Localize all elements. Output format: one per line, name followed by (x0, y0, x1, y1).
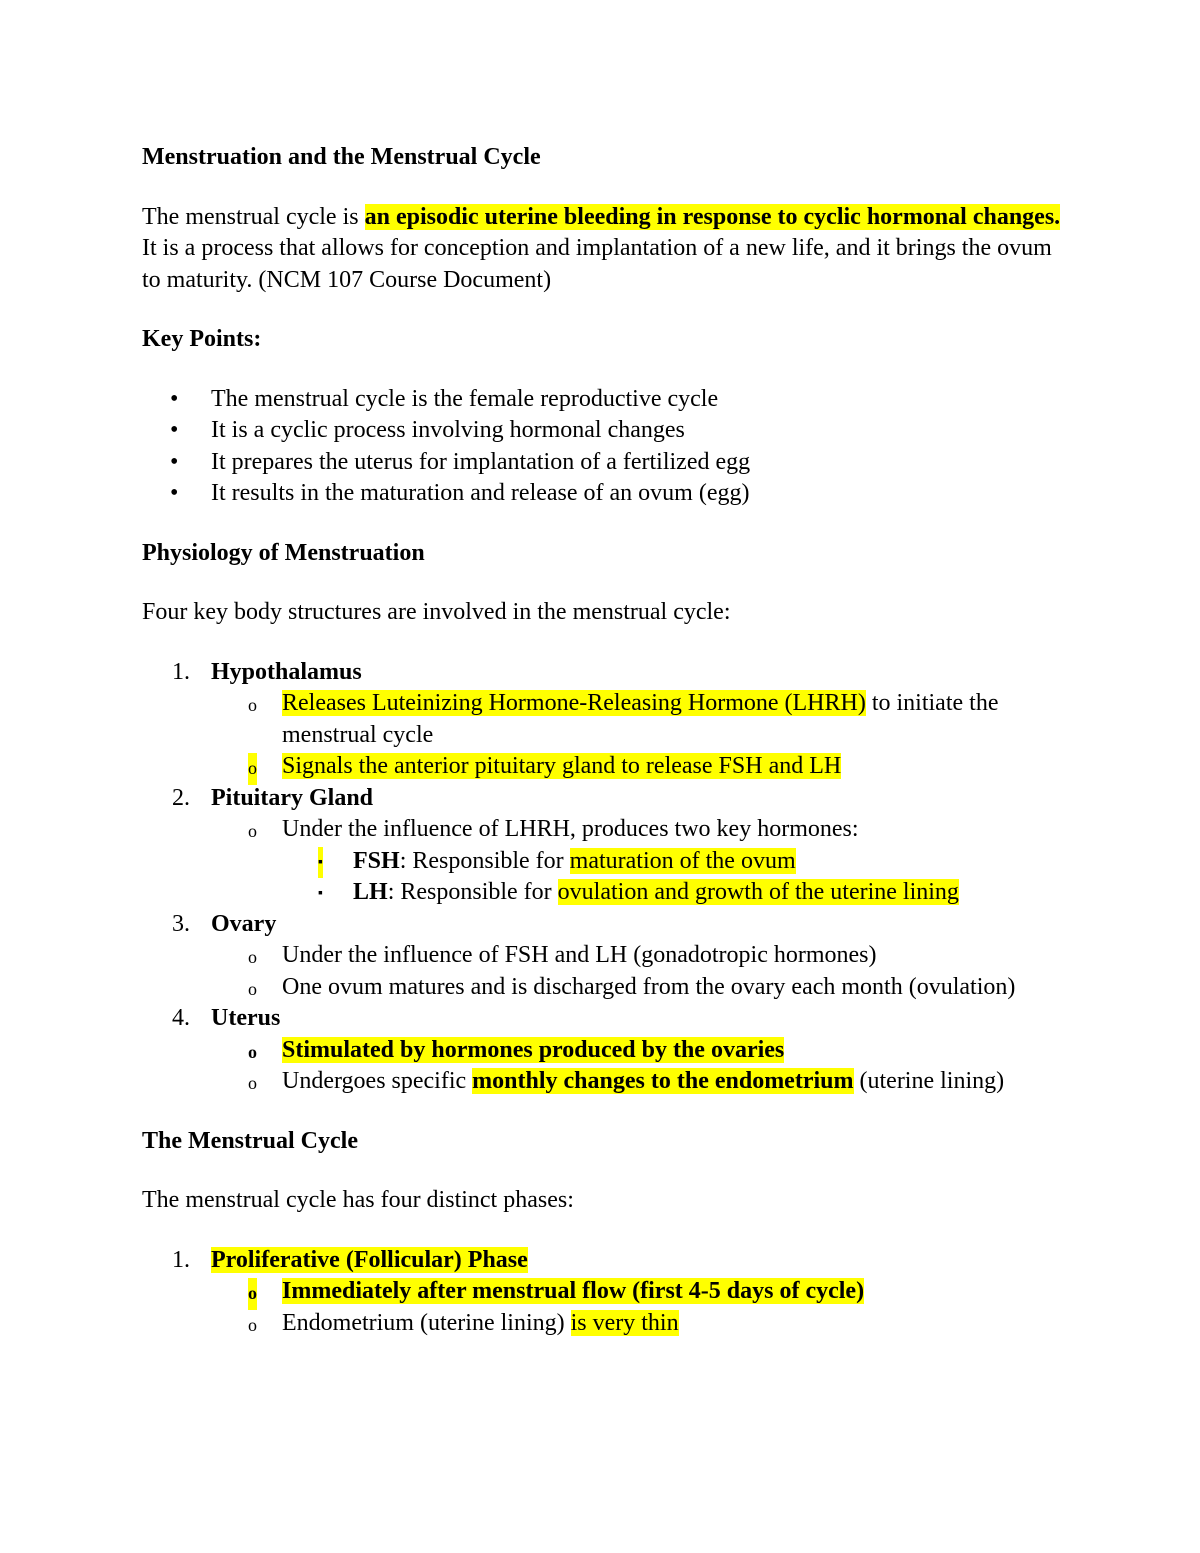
structure-ovary (142, 909, 1072, 1004)
list-item: o Immediately after menstrual flow (first 4-5 days of cycle) (211, 1276, 1072, 1308)
key-points-heading: Key Points: (142, 326, 262, 352)
structure-uterus (142, 1003, 1072, 1098)
circle-bullet-icon: o (248, 1041, 257, 1062)
list-item: o Stimulated by hormones produced by the ovaries (211, 1035, 1072, 1067)
document-title: Menstruation and the Menstrual Cycle (142, 144, 541, 170)
intro-rest: It is a process that allows for conception and implantation of a new life, and it brings the ovum to maturity. (NCM 107 Course Document) (142, 235, 1052, 293)
structures-list (142, 657, 1072, 1098)
list-number: 3. (172, 910, 190, 937)
list-item: ▪ LH: Responsible for ovulation and growth of the uterine lining (282, 877, 1072, 909)
list-item: • It is a cyclic process involving hormonal changes (142, 415, 1072, 447)
intro-paragraph (142, 202, 1072, 297)
circle-bullet-icon: o (248, 695, 257, 715)
square-bullet-icon: ▪ (318, 886, 323, 901)
intro-lead: The menstrual cycle is (142, 203, 365, 230)
structure-name: Ovary (211, 910, 277, 937)
physiology-intro: Four key body structures are involved in the menstrual cycle: (142, 599, 731, 625)
circle-bullet-icon: o (248, 1314, 257, 1335)
document-page (142, 142, 1072, 1339)
bullet-icon: • (170, 385, 179, 412)
bullet-icon: • (170, 448, 179, 475)
list-number: 1. (172, 658, 190, 685)
list-number: 2. (172, 784, 190, 811)
key-points-list (142, 384, 1072, 510)
list-item: o Under the influence of LHRH, produces two key hormones: ▪ FSH: Responsible for maturation of the ovum ▪ LH: Responsible for ovulation and growth of the uterine lining (211, 814, 1072, 909)
list-item: ▪ FSH: Responsible for maturation of the ovum (282, 846, 1072, 878)
list-item: • It prepares the uterus for implantation of a fertilized egg (142, 447, 1072, 479)
bullet-icon: • (170, 417, 179, 443)
structure-hypothalamus (142, 657, 1072, 783)
circle-bullet-icon: o (248, 1073, 257, 1093)
intro-highlight: an episodic uterine bleeding in response to cyclic hormonal changes. (364, 203, 1061, 230)
structure-name: Pituitary Gland (211, 784, 374, 811)
list-item: • It results in the maturation and release of an ovum (egg) (142, 478, 1072, 510)
list-item: o Endometrium (uterine lining) is very thin (211, 1308, 1072, 1340)
list-item: o Releases Luteinizing Hormone-Releasing Hormone (LHRH) to initiate the menstrual cycle (248, 690, 999, 748)
circle-bullet-icon: o (248, 821, 257, 841)
phase-proliferative (142, 1245, 1072, 1340)
physiology-heading: Physiology of Menstruation (142, 539, 425, 566)
list-number: 1. (172, 1246, 190, 1273)
phases-list (142, 1245, 1072, 1340)
circle-bullet-icon: o (248, 947, 257, 967)
structure-pituitary-gland (142, 783, 1072, 909)
list-item: o Signals the anterior pituitary gland to release FSH and LH (211, 751, 1072, 783)
list-item: o Under the influence of FSH and LH (gonadotropic hormones) (211, 940, 1072, 972)
list-item: • The menstrual cycle is the female reproductive cycle (142, 384, 1072, 416)
bullet-icon: • (170, 480, 179, 506)
cycle-heading: The Menstrual Cycle (142, 1127, 358, 1154)
structure-name: Uterus (211, 1005, 281, 1031)
cycle-intro: The menstrual cycle has four distinct phases: (142, 1187, 574, 1213)
circle-bullet-icon: o (248, 1278, 257, 1310)
circle-bullet-icon: o (248, 978, 257, 999)
structure-name: Hypothalamus (211, 658, 362, 685)
list-item: o Undergoes specific monthly changes to the endometrium (uterine lining) (211, 1066, 1072, 1098)
phase-name: Proliferative (Follicular) Phase (211, 1246, 528, 1273)
list-item: o One ovum matures and is discharged from the ovary each month (ovulation) (211, 972, 1072, 1004)
circle-bullet-icon: o (248, 753, 257, 785)
square-bullet-icon: ▪ (318, 847, 323, 879)
list-number: 4. (172, 1005, 190, 1031)
